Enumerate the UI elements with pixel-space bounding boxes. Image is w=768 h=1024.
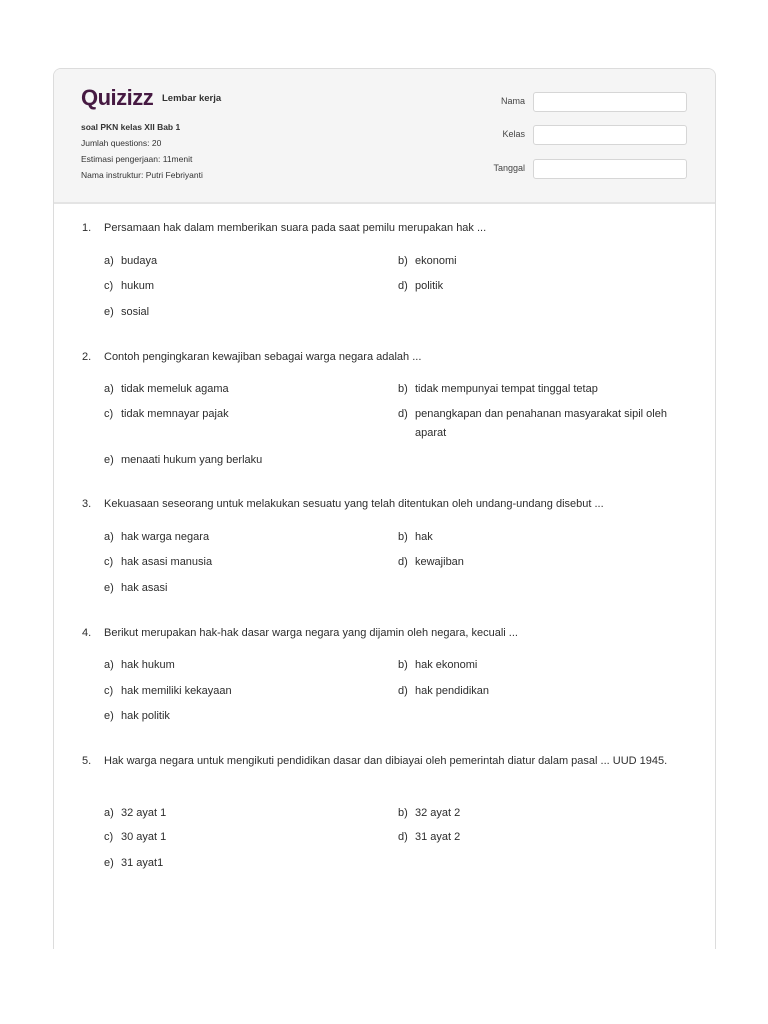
option-text: 32 ayat 2 bbox=[415, 807, 461, 819]
option-e bbox=[104, 303, 391, 322]
option-c bbox=[104, 405, 391, 424]
question-number: 3. bbox=[82, 498, 92, 510]
option-e bbox=[104, 707, 391, 726]
time-estimate: Estimasi pengerjaan: 11menit bbox=[81, 154, 193, 164]
option-letter: e) bbox=[104, 710, 114, 722]
option-d bbox=[398, 682, 685, 701]
option-text: budaya bbox=[121, 255, 158, 267]
option-letter: c) bbox=[104, 831, 114, 843]
option-text: tidak mempunyai tempat tinggal tetap bbox=[415, 383, 598, 395]
option-d bbox=[398, 553, 685, 572]
option-d bbox=[398, 277, 685, 296]
option-c bbox=[104, 682, 391, 701]
sheet-type-label: Lembar kerja bbox=[162, 93, 222, 104]
option-c bbox=[104, 277, 391, 296]
option-c bbox=[104, 828, 391, 847]
option-letter: c) bbox=[104, 408, 114, 420]
option-text: penangkapan dan penahanan masyarakat sipil oleh aparat bbox=[415, 408, 667, 439]
option-letter: e) bbox=[104, 454, 114, 466]
option-d bbox=[398, 405, 685, 443]
option-text: menaati hukum yang berlaku bbox=[121, 454, 263, 466]
question-text: Persamaan hak dalam memberikan suara pada saat pemilu merupakan hak ... bbox=[104, 222, 487, 234]
option-letter: d) bbox=[398, 831, 408, 843]
option-text: hukum bbox=[121, 280, 155, 292]
option-letter: b) bbox=[398, 531, 408, 543]
option-letter: a) bbox=[104, 659, 114, 671]
question-text: Contoh pengingkaran kewajiban sebagai warga negara adalah ... bbox=[104, 351, 422, 363]
option-text: ekonomi bbox=[415, 255, 457, 267]
name-field[interactable] bbox=[533, 92, 687, 112]
question-number: 5. bbox=[82, 755, 92, 767]
date-label: Tanggal bbox=[493, 163, 525, 173]
option-e bbox=[104, 451, 391, 470]
option-text: hak asasi manusia bbox=[121, 556, 213, 568]
option-letter: a) bbox=[104, 383, 114, 395]
option-text: hak bbox=[415, 531, 433, 543]
option-text: 32 ayat 1 bbox=[121, 807, 167, 819]
option-a bbox=[104, 252, 391, 271]
option-letter: c) bbox=[104, 685, 114, 697]
option-b bbox=[398, 804, 685, 823]
option-a bbox=[104, 380, 391, 399]
option-letter: d) bbox=[398, 280, 408, 292]
question-text: Berikut merupakan hak-hak dasar warga negara yang dijamin oleh negara, kecuali ... bbox=[104, 627, 518, 639]
option-letter: b) bbox=[398, 659, 408, 671]
option-text: 31 ayat 2 bbox=[415, 831, 461, 843]
option-b bbox=[398, 252, 685, 271]
option-text: hak warga negara bbox=[121, 531, 210, 543]
question-count: Jumlah questions: 20 bbox=[81, 138, 162, 148]
option-letter: c) bbox=[104, 280, 114, 292]
option-b bbox=[398, 528, 685, 547]
option-a bbox=[104, 804, 391, 823]
option-e bbox=[104, 579, 391, 598]
worksheet-title: soal PKN kelas XII Bab 1 bbox=[81, 122, 181, 132]
question-number: 1. bbox=[82, 222, 92, 234]
class-field[interactable] bbox=[533, 125, 687, 145]
option-text: politik bbox=[415, 280, 444, 292]
option-letter: b) bbox=[398, 807, 408, 819]
option-letter: c) bbox=[104, 556, 114, 568]
question-number: 4. bbox=[82, 627, 92, 639]
option-text: 31 ayat1 bbox=[121, 857, 164, 869]
option-text: hak memiliki kekayaan bbox=[121, 685, 232, 697]
option-b bbox=[398, 656, 685, 675]
option-a bbox=[104, 656, 391, 675]
date-field[interactable] bbox=[533, 159, 687, 179]
option-text: tidak memeluk agama bbox=[121, 383, 229, 395]
class-label: Kelas bbox=[502, 129, 525, 139]
option-text: hak politik bbox=[121, 710, 170, 722]
option-text: 30 ayat 1 bbox=[121, 831, 167, 843]
option-text: hak asasi bbox=[121, 582, 168, 594]
option-text: kewajiban bbox=[415, 556, 464, 568]
option-c bbox=[104, 553, 391, 572]
option-text: hak hukum bbox=[121, 659, 175, 671]
quizizz-logo: Quizizz bbox=[81, 85, 154, 110]
option-letter: e) bbox=[104, 306, 114, 318]
option-letter: a) bbox=[104, 255, 114, 267]
option-letter: d) bbox=[398, 556, 408, 568]
option-e bbox=[104, 854, 391, 873]
option-letter: d) bbox=[398, 408, 408, 420]
option-letter: e) bbox=[104, 582, 114, 594]
option-text: hak ekonomi bbox=[415, 659, 478, 671]
name-label: Nama bbox=[500, 96, 525, 106]
question-text: Hak warga negara untuk mengikuti pendidikan dasar dan dibiayai oleh pemerintah diatur dalam pasal ... UUD 1945. bbox=[104, 755, 668, 767]
option-letter: d) bbox=[398, 685, 408, 697]
worksheet-header bbox=[54, 69, 715, 204]
option-d bbox=[398, 828, 685, 847]
question-number: 2. bbox=[82, 351, 92, 363]
option-text: hak pendidikan bbox=[415, 685, 490, 697]
instructor-name: Nama instruktur: Putri Febriyanti bbox=[81, 170, 203, 180]
option-letter: b) bbox=[398, 255, 408, 267]
option-text: tidak memnayar pajak bbox=[121, 408, 229, 420]
option-b bbox=[398, 380, 685, 399]
option-letter: a) bbox=[104, 807, 114, 819]
option-a bbox=[104, 528, 391, 547]
option-letter: a) bbox=[104, 531, 114, 543]
option-letter: b) bbox=[398, 383, 408, 395]
option-text: sosial bbox=[121, 306, 150, 318]
question-text: Kekuasaan seseorang untuk melakukan sesuatu yang telah ditentukan oleh undang-undang disebut ... bbox=[104, 498, 604, 510]
option-letter: e) bbox=[104, 857, 114, 869]
